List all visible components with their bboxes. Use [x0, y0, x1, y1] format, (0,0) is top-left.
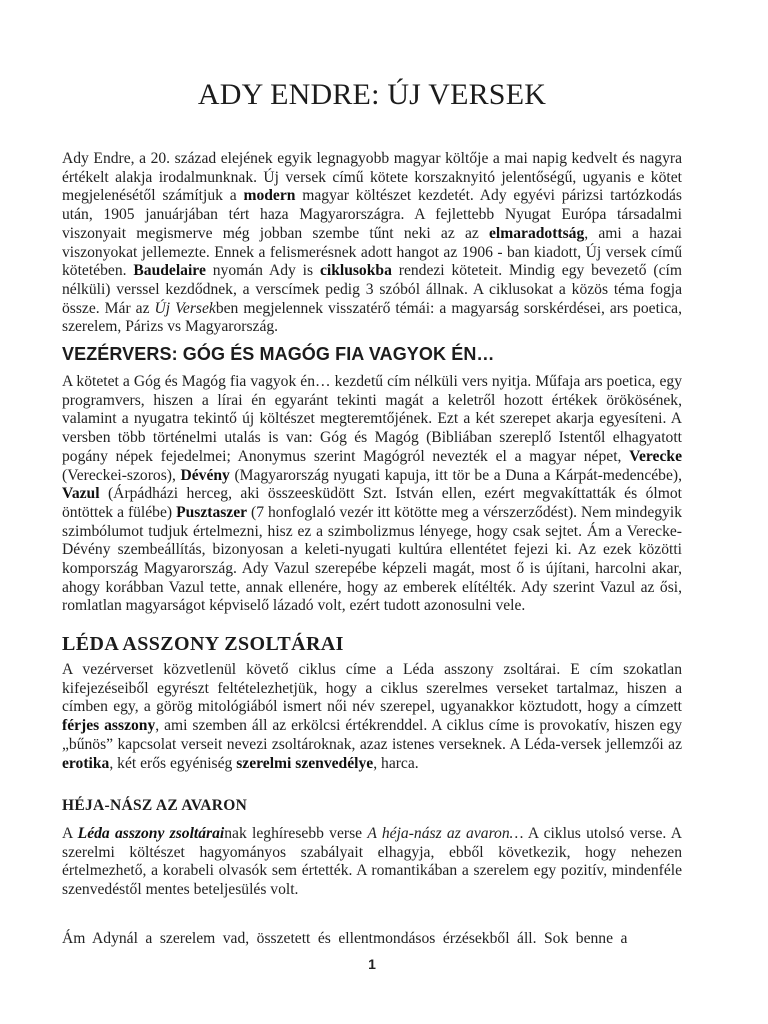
text-run: , ami a hazai viszonyokat jellemezte. Ennek a felismerésnek adott hangot az 1906 - ban kiadott, Új versek című kötetében. [62, 224, 682, 280]
section-heading-heja-nasz: HÉJA-NÁSZ AZ AVARON [62, 797, 248, 814]
text-run: , ami szemben áll az erkölcsi értékrenddel. A ciklus címe is provokatív, hiszen egy „bűnös” kapcsolat verseit nevezi zsoltároknak, azaz istenes verseknek. A Léda-versek jellemzői az [62, 717, 682, 753]
document-title: ADY ENDRE: ÚJ VERSEK [197, 78, 547, 111]
bold-term: Baudelaire [133, 262, 206, 280]
bold-term: férjes asszony [62, 717, 156, 735]
italic-term: A héja-nász az avaron… [367, 825, 524, 842]
text-run: (Magyarország nyugati kapuja, itt tör be a Duna a Kárpát-medencébe), [229, 466, 682, 484]
section3-last-line: Ám Adynál a szerelem vad, összetett és ellentmondásos érzésekből áll. Sok benne a [62, 930, 628, 947]
bold-term: Verecke [629, 447, 682, 465]
text-run: A ciklus utolsó verse. A szerelmi költészet hagyományos szabályait elhagyja, ebből következik, hogy nehezen értelmezhető, a korabeli olvasók sem értették. A romantikában a szerelem egy pozitív, mindenféle szenvedéstől mentes beteljesülés volt. [62, 825, 682, 899]
intro-paragraph [62, 150, 682, 337]
italic-term: Új Versek [154, 299, 216, 317]
text-run: magyar költészet kezdetét. Ady egyévi párizsi tartózkodás után, 1905 januárjában tért haza Magyarországra. A fejlettebb Nyugat Európa társadalmi viszonyait megismerve még jobban szembe tűnt neki az az [62, 187, 682, 242]
bold-term: Vazul [62, 485, 100, 503]
text-run: nak leghíresebb verse [224, 825, 368, 842]
text-run: rendezi köteteit. Mindig egy bevezető (cím nélküli) verssel kezdődnek, a verscímek pedig 3 szóból állnak. A ciklusokat a közös téma fogja össze. Már az [62, 262, 682, 317]
section-heading-leda: LÉDA ASSZONY ZSOLTÁRAI [62, 633, 344, 655]
section2-paragraph [62, 661, 682, 773]
text-run: (Vereckei-szoros), [62, 466, 181, 484]
section-heading-vezervers: VEZÉRVERS: GÓG ÉS MAGÓG FIA VAGYOK ÉN… [62, 344, 495, 364]
page-number: 1 [368, 956, 376, 972]
text-run: Ady Endre, a 20. század elejének egyik legnagyobb magyar költője a mai napig kedvelt és nagyra értékelt alakja irodalmunknak. Új versek című kötete korszaknyitó jelentőségű, ugyanis e kötet megjelenésétől számítjuk a [62, 150, 682, 205]
bold-term: Dévény [180, 466, 230, 484]
text-run: nyomán Ady is [205, 262, 320, 280]
bold-term: elmaradottság [489, 224, 585, 242]
text-run: , két erős egyéniség [109, 754, 237, 772]
bold-term: modern [243, 187, 296, 205]
text-run: (Árpádházi herceg, aki összeesküdött Szt. István ellen, ezért megvakíttatták és ólmot öntöttek a fülébe) [62, 485, 682, 521]
text-run: A [62, 825, 78, 842]
bold-term: Pusztaszer [176, 503, 248, 521]
text-run: A vezérverset közvetlenül követő ciklus címe a Léda asszony zsoltárai. E cím szokatlan kifejezéseiből egyrészt feltételezhetjük, hogy a ciklus szerelmes verseket tartalmaz, hiszen a címben egy, a görög mitológiából ismert női név szerepel, ugyanakkor köztudott, hogy a címzett [62, 661, 682, 716]
text-run: (7 honfoglaló vezér itt kötötte meg a vérszerződést). Nem mindegyik szimbólumot tudjuk értelmezni, hisz ez a szimbolizmus lényege, hogy csak sejtet. Ám a Verecke-Dévény szembeállítás, bizonyosan a keleti-nyugati kultúra ellentétet fejezi ki. Az ezek közötti kompország Magyarország. Ady Vazul szerepébe képzeli magát, most ő is újítani, harcolni akar, ahogy korábban Vazul tette, annak ellenére, hogy az emberek elítélték. Ady szerint Vazul az ősi, romlatlan magyarságot képviselő lázadó volt, ezért tudott azonosulni vele. [62, 503, 682, 615]
section3-paragraph [62, 825, 682, 900]
text-run: A kötetet a Góg és Magóg fia vagyok én… kezdetű cím nélküli vers nyitja. Műfaja ars poetica, egy programvers, hiszen a lírai én egyaránt tekinti magát a keletről hozott értékek örökösének, valamint a nyugatra tekintő új költészet megteremtőjének. Ezt a két szerepet akarja egyesíteni. A versben több történelmi utalás is van: Góg és Magóg (Bibliában szereplő Istentől elhagyatott pogány népek fejedelmei; Anonymus szerint Magógról nevezték el a magyar népet, [62, 373, 682, 465]
bold-term: erotika [62, 754, 110, 772]
text-run: , harca. [373, 754, 419, 772]
bold-term: ciklusokba [319, 262, 392, 280]
text-run: ben megjelennek visszatérő témái: a magyarság sorskérdései, ars poetica, szerelem, Párizs vs Magyarország. [62, 299, 682, 336]
bold-italic-term: Léda asszony zsoltárai [77, 825, 225, 842]
section1-paragraph [62, 373, 682, 616]
bold-term: szerelmi szenvedélye [236, 754, 374, 772]
